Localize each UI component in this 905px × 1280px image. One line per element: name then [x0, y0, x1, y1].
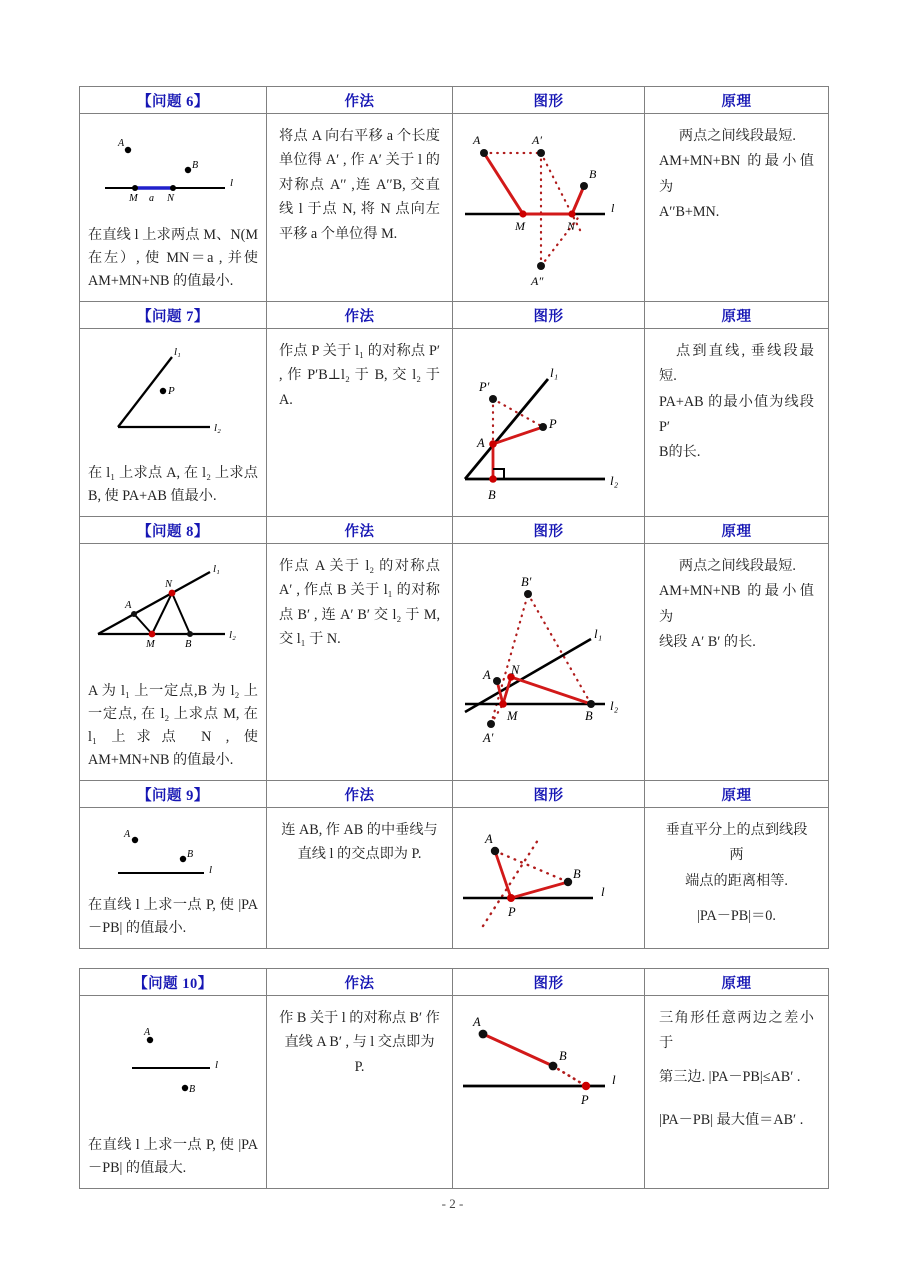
svg-text:P: P	[549, 417, 557, 431]
principle-cell-10	[645, 996, 829, 1189]
problem-title-6: 【问题 6】	[80, 87, 267, 114]
principle-cell-9	[645, 808, 829, 949]
column-header-principle: 原理	[645, 517, 829, 544]
table-row	[80, 329, 829, 517]
column-header-principle: 原理	[645, 302, 829, 329]
principle-line: AM+MN+BN 的最小值为	[659, 153, 814, 195]
figure-cell-7	[453, 329, 645, 517]
svg-text:B: B	[185, 639, 192, 650]
column-header-method: 作法	[267, 781, 453, 808]
problem-figure-6	[80, 114, 266, 206]
principle-text-9	[645, 808, 828, 939]
construction-figure-8	[453, 544, 644, 778]
problem-cell-10	[80, 996, 267, 1189]
svg-text:A″: A″	[531, 274, 544, 288]
column-header-method: 作法	[267, 517, 453, 544]
svg-text:P: P	[508, 905, 516, 919]
svg-text:B: B	[585, 709, 593, 723]
table-header-row	[80, 781, 829, 808]
svg-text:B: B	[488, 488, 496, 502]
problem-cell-6	[80, 114, 267, 302]
svg-text:l₁: l₁	[174, 346, 181, 358]
svg-text:B: B	[187, 849, 194, 860]
principle-text-8	[645, 544, 828, 665]
svg-text:M: M	[129, 193, 138, 204]
svg-text:l₁: l₁	[550, 365, 559, 380]
svg-text:A: A	[144, 1027, 151, 1038]
svg-text:N: N	[167, 193, 175, 204]
problem-statement-8: A 为 l₁ 上一定点,B 为 l₂ 上一定点, 在 l₂ 上求点 M, 在 l₁ 上求点 N , 使 AM+MN+NB 的值最小.	[88, 683, 258, 768]
problem-title-9: 【问题 9】	[80, 781, 267, 808]
method-cell-10	[267, 996, 453, 1189]
svg-text:P′: P′	[479, 380, 490, 394]
problems-table-1	[79, 86, 829, 949]
svg-text:B: B	[559, 1049, 567, 1063]
svg-text:A: A	[483, 668, 491, 682]
svg-text:B: B	[189, 1084, 196, 1095]
svg-text:A: A	[124, 829, 131, 840]
svg-text:M: M	[515, 219, 525, 233]
principle-line: 线段 A′ B′ 的长.	[659, 633, 756, 650]
method-cell-7	[267, 329, 453, 517]
method-cell-6	[267, 114, 453, 302]
principle-cell-6	[645, 114, 829, 302]
principle-line: 第三边. |PA－PB|≤AB′ .	[659, 1068, 801, 1085]
svg-text:l: l	[612, 1072, 616, 1087]
principle-cell-8	[645, 544, 829, 781]
column-header-principle: 原理	[645, 87, 829, 114]
method-text-10: 作 B 关于 l 的对称点 B′ 作直线 A B′ , 与 l 交点即为 P.	[279, 1010, 440, 1075]
problem-cell-9	[80, 808, 267, 949]
figure-cell-10	[453, 996, 645, 1189]
svg-text:l₂: l₂	[214, 422, 221, 434]
principle-text-6	[645, 114, 828, 235]
column-header-figure: 图形	[453, 302, 645, 329]
column-header-figure: 图形	[453, 781, 645, 808]
svg-text:l₁: l₁	[213, 563, 220, 575]
problem-statement-7: 在 l₁ 上求点 A, 在 l₂ 上求点 B, 使 PA+AB 值最小.	[88, 465, 258, 504]
table-header-row	[80, 969, 829, 996]
method-text-8: 作点 A 关于 l₂ 的对称点 A′ , 作点 B 关于 l₁ 的对称点 B′ , 连 A′ B′ 交 l₂ 于 M, 交 l₁ 于 N.	[279, 558, 440, 648]
construction-figure-7	[453, 329, 644, 515]
principle-line: AM+MN+NB 的最小值为	[659, 583, 814, 625]
problem-figure-10	[80, 996, 266, 1098]
problem-title-8: 【问题 8】	[80, 517, 267, 544]
svg-text:A: A	[473, 133, 481, 147]
principle-line: B的长.	[659, 444, 701, 461]
principle-text-10	[645, 996, 828, 1143]
svg-text:l₂: l₂	[610, 698, 619, 713]
svg-text:B: B	[589, 167, 597, 181]
construction-figure-10	[453, 996, 644, 1186]
table-row	[80, 808, 829, 949]
column-header-principle: 原理	[645, 969, 829, 996]
svg-text:N: N	[511, 663, 520, 677]
problem-cell-7	[80, 329, 267, 517]
svg-text:A: A	[118, 138, 125, 149]
svg-text:A′: A′	[532, 133, 542, 147]
svg-text:l: l	[215, 1059, 219, 1071]
table-row	[80, 996, 829, 1189]
principle-line: 端点的距离相等.	[685, 872, 788, 889]
principle-line: 两点之间线段最短.	[678, 558, 796, 574]
problem-statement-6: 在直线 l 上求两点 M、N(M 在左）, 使 MN＝a , 并使 AM+MN+NB 的值最小.	[88, 227, 258, 289]
column-header-figure: 图形	[453, 969, 645, 996]
svg-text:a: a	[149, 193, 154, 204]
svg-text:A: A	[485, 832, 493, 846]
svg-text:M: M	[507, 709, 518, 723]
svg-text:B: B	[192, 160, 199, 171]
principle-line: |PA－PB|＝0.	[697, 907, 776, 924]
svg-text:M: M	[146, 639, 155, 650]
problem-statement-9: 在直线 l 上求一点 P, 使 |PA－PB| 的值最小.	[88, 897, 258, 936]
svg-text:P: P	[581, 1093, 589, 1107]
svg-text:B: B	[573, 867, 581, 881]
problem-cell-8	[80, 544, 267, 781]
svg-text:l: l	[601, 884, 605, 899]
principle-line: 三角形任意两边之差小于	[659, 1010, 814, 1052]
problem-figure-9	[80, 808, 266, 884]
table-row	[80, 544, 829, 781]
construction-figure-6	[453, 114, 644, 300]
svg-text:A′: A′	[483, 731, 494, 745]
table-header-row	[80, 302, 829, 329]
figure-cell-9	[453, 808, 645, 949]
principle-line: A′′B+MN.	[659, 203, 720, 220]
svg-text:l: l	[611, 201, 615, 215]
problem-statement-10: 在直线 l 上求一点 P, 使 |PA－PB| 的值最大.	[88, 1137, 258, 1176]
problem-figure-7	[80, 329, 266, 445]
method-text-9: 连 AB, 作 AB 的中垂线与直线 l 的交点即为 P.	[281, 822, 438, 863]
method-text-6: 将点 A 向右平移 a 个长度单位得 A′ , 作 A′ 关于 l 的对称点 A′′ ,连 A′′B, 交直线 l 于点 N, 将 N 点向左平移 a 个单位得 M.	[279, 128, 440, 242]
principle-line: 垂直平分上的点到线段两	[665, 822, 808, 864]
table-header-row	[80, 517, 829, 544]
principle-line: PA+AB 的最小值为线段 P′	[659, 393, 814, 435]
column-header-figure: 图形	[453, 87, 645, 114]
principle-line: 点到直线, 垂线段最短.	[659, 343, 814, 385]
svg-text:l₂: l₂	[610, 473, 619, 488]
construction-figure-9	[453, 808, 644, 946]
column-header-method: 作法	[267, 302, 453, 329]
problem-figure-8	[80, 544, 266, 659]
svg-text:N: N	[567, 219, 576, 233]
principle-line: |PA－PB| 最大值＝AB′ .	[659, 1111, 804, 1128]
problems-table-2	[79, 968, 829, 1189]
table-row	[80, 114, 829, 302]
svg-text:A: A	[125, 600, 132, 611]
table-header-row	[80, 87, 829, 114]
figure-cell-6	[453, 114, 645, 302]
figure-cell-8	[453, 544, 645, 781]
svg-text:A: A	[477, 436, 485, 450]
svg-text:N: N	[165, 579, 173, 590]
svg-text:B′: B′	[521, 575, 532, 589]
principle-cell-7	[645, 329, 829, 517]
problem-title-7: 【问题 7】	[80, 302, 267, 329]
problem-title-10: 【问题 10】	[80, 969, 267, 996]
method-cell-8	[267, 544, 453, 781]
column-header-principle: 原理	[645, 781, 829, 808]
svg-text:l: l	[209, 864, 213, 876]
svg-text:l₁: l₁	[594, 626, 603, 641]
column-header-method: 作法	[267, 87, 453, 114]
principle-text-7	[645, 329, 828, 475]
column-header-figure: 图形	[453, 517, 645, 544]
svg-text:l₂: l₂	[229, 629, 236, 641]
svg-text:A: A	[473, 1015, 481, 1029]
column-header-method: 作法	[267, 969, 453, 996]
method-cell-9	[267, 808, 453, 949]
principle-line: 两点之间线段最短.	[678, 128, 796, 144]
page-number: - 2 -	[441, 1196, 464, 1211]
svg-text:P: P	[168, 385, 175, 397]
method-text-7: 作点 P 关于 l₁ 的对称点 P′ , 作 P′B⊥l₂ 于 B, 交 l₂ 于 A.	[279, 343, 440, 408]
svg-text:l: l	[230, 177, 234, 189]
